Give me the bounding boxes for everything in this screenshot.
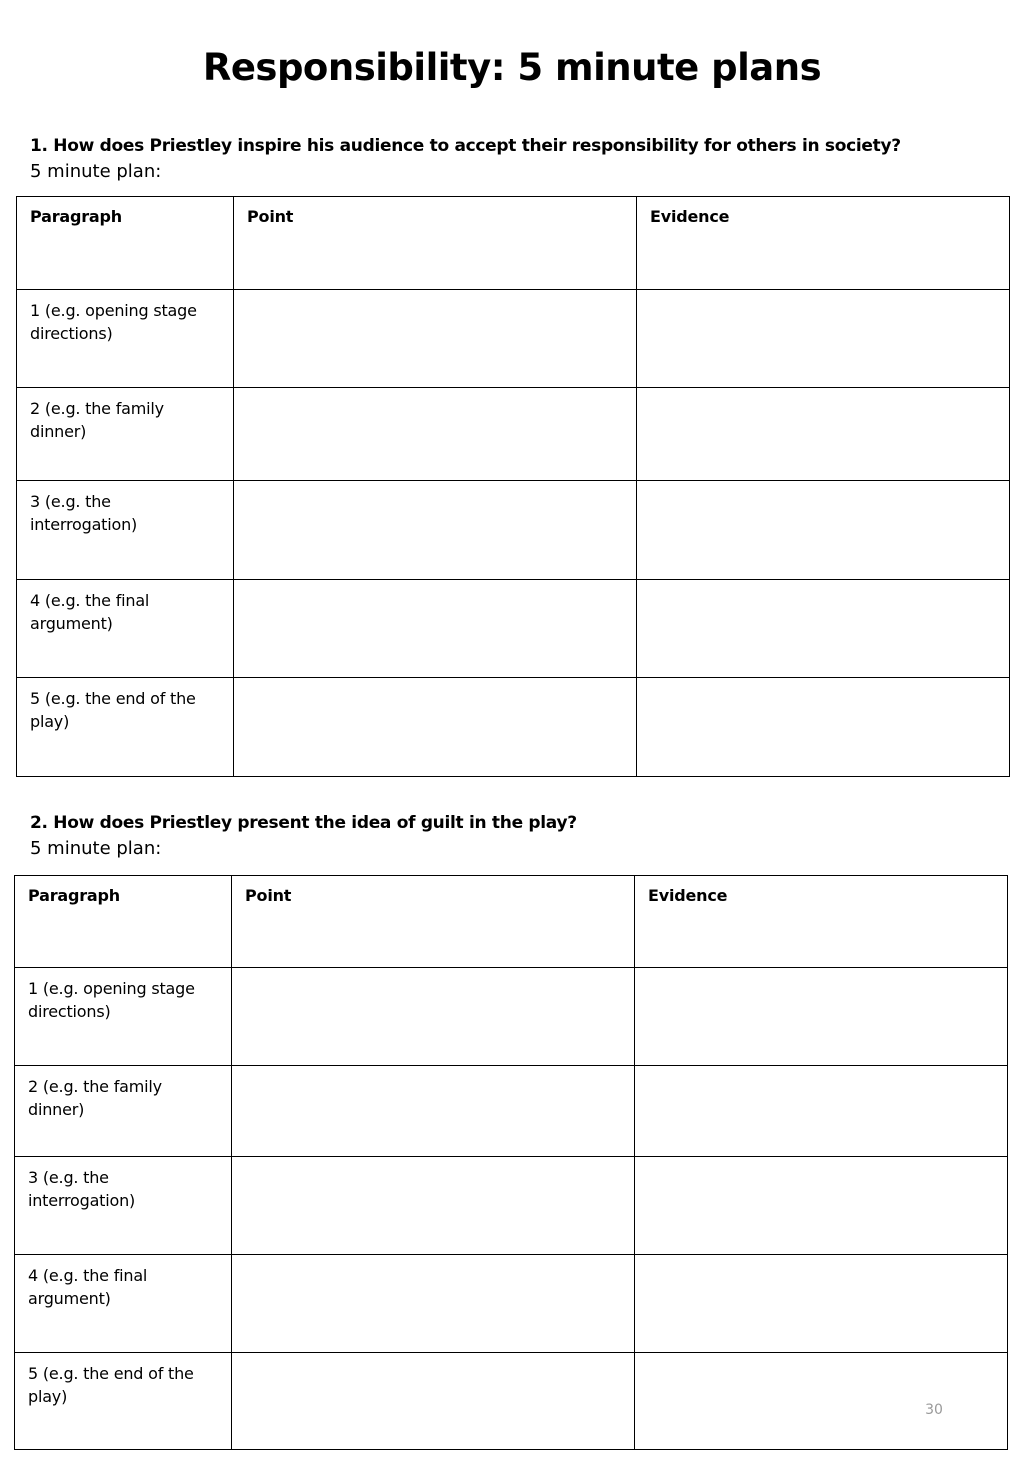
table-row (15, 1255, 1008, 1353)
plan-table-2 (14, 875, 1008, 1450)
paragraph-cell: 1 (e.g. opening stage directions) (17, 290, 234, 388)
table-header-row (15, 876, 1008, 968)
evidence-cell[interactable] (635, 1157, 1008, 1255)
header-point: Point (232, 876, 635, 968)
header-paragraph: Paragraph (15, 876, 232, 968)
paragraph-cell: 2 (e.g. the family dinner) (17, 388, 234, 481)
paragraph-cell: 5 (e.g. the end of the play) (17, 678, 234, 777)
header-evidence: Evidence (635, 876, 1008, 968)
evidence-cell[interactable] (635, 1255, 1008, 1353)
evidence-cell[interactable] (637, 481, 1010, 580)
point-cell[interactable] (232, 1066, 635, 1157)
point-cell[interactable] (234, 388, 637, 481)
question-1: 1. How does Priestley inspire his audience to accept their responsibility for others in society? (30, 136, 901, 156)
point-cell[interactable] (234, 481, 637, 580)
point-cell[interactable] (232, 1157, 635, 1255)
header-evidence: Evidence (637, 197, 1010, 290)
paragraph-cell: 1 (e.g. opening stage directions) (15, 968, 232, 1066)
point-cell[interactable] (234, 580, 637, 678)
question-2: 2. How does Priestley present the idea of guilt in the play? (30, 813, 577, 833)
point-cell[interactable] (234, 290, 637, 388)
header-point: Point (234, 197, 637, 290)
evidence-cell[interactable] (637, 388, 1010, 481)
point-cell[interactable] (232, 1353, 635, 1450)
table-row (17, 481, 1010, 580)
plan-label-1: 5 minute plan: (30, 161, 162, 182)
table-row (15, 1353, 1008, 1450)
point-cell[interactable] (232, 1255, 635, 1353)
evidence-cell[interactable] (635, 1066, 1008, 1157)
evidence-cell[interactable] (637, 678, 1010, 777)
paragraph-cell: 4 (e.g. the final argument) (15, 1255, 232, 1353)
paragraph-cell: 2 (e.g. the family dinner) (15, 1066, 232, 1157)
table-row (15, 1157, 1008, 1255)
plan-table-1 (16, 196, 1010, 777)
paragraph-cell: 5 (e.g. the end of the play) (15, 1353, 232, 1450)
evidence-cell[interactable] (635, 968, 1008, 1066)
table-row (15, 1066, 1008, 1157)
plan-label-2: 5 minute plan: (30, 838, 162, 859)
header-paragraph: Paragraph (17, 197, 234, 290)
paragraph-cell: 4 (e.g. the final argument) (17, 580, 234, 678)
paragraph-cell: 3 (e.g. the interrogation) (15, 1157, 232, 1255)
page-number: 30 (925, 1402, 943, 1418)
table-row (17, 580, 1010, 678)
paragraph-cell: 3 (e.g. the interrogation) (17, 481, 234, 580)
table-row (17, 388, 1010, 481)
table-header-row (17, 197, 1010, 290)
evidence-cell[interactable] (637, 580, 1010, 678)
table-row (17, 290, 1010, 388)
table-row (15, 968, 1008, 1066)
page-title: Responsibility: 5 minute plans (202, 46, 822, 89)
point-cell[interactable] (234, 678, 637, 777)
evidence-cell[interactable] (635, 1353, 1008, 1450)
table-row (17, 678, 1010, 777)
evidence-cell[interactable] (637, 290, 1010, 388)
point-cell[interactable] (232, 968, 635, 1066)
